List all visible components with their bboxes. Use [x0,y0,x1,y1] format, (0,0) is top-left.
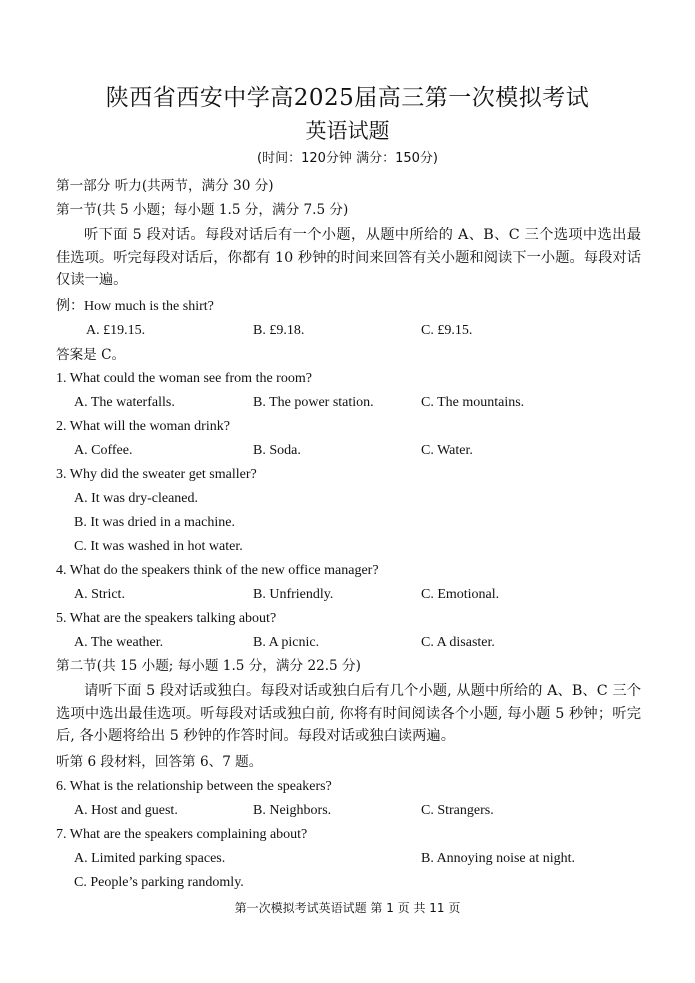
question-7: 7. What are the speakers complaining about? [56,827,308,842]
section1-heading: 第一节(共 5 小题；每小题 1.5 分，满分 7.5 分) [56,202,349,218]
exam-title: 陕西省西安中学高2025届高三第一次模拟考试 [105,85,590,111]
q3-option-b: B. It was dried in a machine. [74,515,235,530]
example-option-c: C. £9.15. [421,323,473,338]
q2-option-c: C. Water. [421,443,473,458]
part1-heading: 第一部分 听力(共两节，满分 30 分) [56,178,274,194]
q1-option-a: A. The waterfalls. [74,395,175,410]
material-note: 听第 6 段材料，回答第 6、7 题。 [56,754,263,770]
q7-option-c: C. People’s parking randomly. [74,875,244,890]
q3-option-c: C. It was washed in hot water. [74,539,243,554]
example-question: 例：How much is the shirt? [56,299,214,314]
q5-option-b: B. A picnic. [253,635,320,650]
q1-option-c: C. The mountains. [421,395,525,410]
question-4: 4. What do the speakers think of the new office manager? [56,563,379,578]
section2-instructions: 请听下面 5 段对话或独白。每段对话或独白后有几个小题, 从题中所给的 A、B、C 三个选项中选出最佳选项。听每段对话或独白前, 你将有时间阅读各个小题, 每小题 5 秒钟；听完后, 各小题将给出 5 秒钟的作答时间。每段对话或独白读两遍。 [56,683,641,744]
q4-option-b: B. Unfriendly. [253,587,334,602]
q1-option-b: B. The power station. [253,395,374,410]
q7-option-a: A. Limited parking spaces. [74,851,226,866]
q3-option-a: A. It was dry-cleaned. [74,491,199,506]
question-1: 1. What could the woman see from the room? [56,371,312,386]
example-answer: 答案是 C。 [56,347,126,363]
q2-option-a: A. Coffee. [74,443,133,458]
q7-option-b: B. Annoying noise at night. [421,851,575,866]
q2-option-b: B. Soda. [253,443,301,458]
page-footer: 第一次模拟考试英语试题 第 1 页 共 11 页 [234,901,461,915]
question-3: 3. Why did the sweater get smaller? [56,467,257,482]
section1-instructions: 听下面 5 段对话。每段对话后有一个小题，从题中所给的 A、B、C 三个选项中选出最佳选项。听完每段对话后，你都有 10 秒钟的时间来回答有关小题和阅读下一小题。每段对话仅读一遍。 [56,227,641,288]
question-2: 2. What will the woman drink? [56,419,230,434]
example-option-b: B. £9.18. [253,323,305,338]
question-6: 6. What is the relationship between the speakers? [56,779,332,794]
section2-heading: 第二节(共 15 小题; 每小题 1.5 分，满分 22.5 分) [56,658,361,674]
q5-option-c: C. A disaster. [421,635,495,650]
exam-subtitle: 英语试题 [305,119,390,143]
q6-option-b: B. Neighbors. [253,803,332,818]
time-info: (时间：120分钟 满分：150分) [257,151,438,166]
q4-option-c: C. Emotional. [421,587,500,602]
q6-option-a: A. Host and guest. [74,803,178,818]
q4-option-a: A. Strict. [74,587,125,602]
q6-option-c: C. Strangers. [421,803,494,818]
question-5: 5. What are the speakers talking about? [56,611,277,626]
example-option-a: A. £19.15. [86,323,146,338]
q5-option-a: A. The weather. [74,635,164,650]
